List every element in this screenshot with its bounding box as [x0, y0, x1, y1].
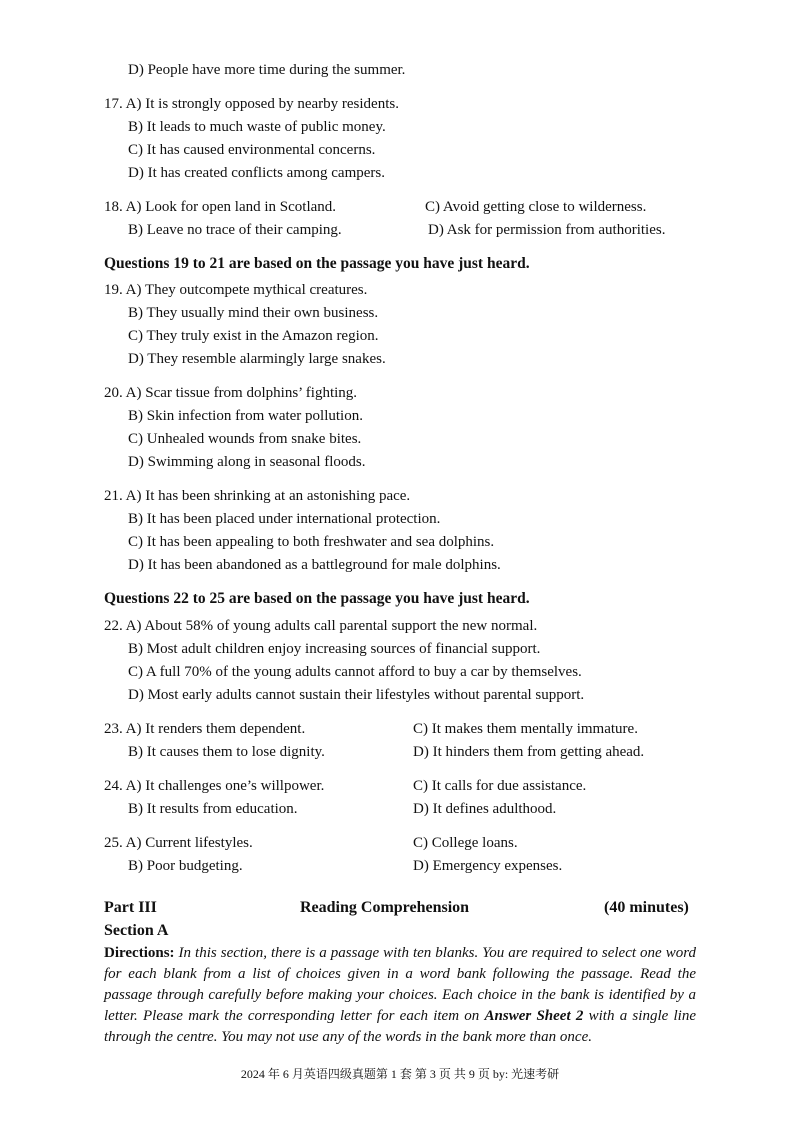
- q19-option-b: B) They usually mind their own business.: [128, 305, 379, 321]
- q18-option-b: B) Leave no trace of their camping.: [128, 222, 342, 238]
- q21-option-b: B) It has been placed under international protection.: [128, 511, 441, 527]
- q25-option-b: B) Poor budgeting.: [128, 858, 243, 874]
- q17-option-a: 17. A) It is strongly opposed by nearby residents.: [104, 96, 399, 112]
- q19-option-a: 19. A) They outcompete mythical creatures.: [104, 282, 368, 298]
- q24-option-d: D) It defines adulthood.: [413, 801, 557, 817]
- section-a-title: Section A: [104, 922, 169, 939]
- q23-option-a: 23. A) It renders them dependent.: [104, 721, 306, 737]
- q17-option-d: D) It has created conflicts among campers.: [128, 165, 385, 181]
- q17-option-c: C) It has caused environmental concerns.: [128, 142, 376, 158]
- q23-option-d: D) It hinders them from getting ahead.: [413, 744, 645, 760]
- q18-option-a: 18. A) Look for open land in Scotland.: [104, 199, 337, 215]
- part-title: Reading Comprehension: [300, 899, 470, 916]
- part-time: (40 minutes): [604, 899, 689, 916]
- part-label: Part III: [104, 899, 157, 916]
- directions-label: Directions:: [104, 945, 175, 961]
- q24-option-c: C) It calls for due assistance.: [413, 778, 587, 794]
- q18-option-c: C) Avoid getting close to wilderness.: [425, 199, 647, 215]
- q25-option-d: D) Emergency expenses.: [413, 858, 563, 874]
- q23-option-b: B) It causes them to lose dignity.: [128, 744, 325, 760]
- q22-option-b: B) Most adult children enjoy increasing sources of financial support.: [128, 641, 541, 657]
- q25-option-a: 25. A) Current lifestyles.: [104, 835, 253, 851]
- q19-option-d: D) They resemble alarmingly large snakes.: [128, 351, 386, 367]
- q22-option-c: C) A full 70% of the young adults cannot afford to buy a car by themselves.: [128, 664, 582, 680]
- q18-option-d: D) Ask for permission from authorities.: [428, 222, 666, 238]
- q24-option-b: B) It results from education.: [128, 801, 298, 817]
- q24-option-a: 24. A) It challenges one’s willpower.: [104, 778, 325, 794]
- q22-option-d: D) Most early adults cannot sustain their lifestyles without parental support.: [128, 687, 585, 703]
- q21-option-d: D) It has been abandoned as a battleground for male dolphins.: [128, 557, 501, 573]
- q20-option-a: 20. A) Scar tissue from dolphins’ fighting.: [104, 385, 358, 401]
- page-footer: 2024 年 6 月英语四级真题第 1 套 第 3 页 共 9 页 by: 光速考研: [240, 1067, 560, 1081]
- section-heading-19-21: Questions 19 to 21 are based on the passage you have just heard.: [104, 255, 530, 272]
- q20-option-b: B) Skin infection from water pollution.: [128, 408, 363, 424]
- q25-option-c: C) College loans.: [413, 835, 518, 851]
- directions-paragraph: [104, 943, 696, 1048]
- q17-option-b: B) It leads to much waste of public money.: [128, 119, 386, 135]
- q23-option-c: C) It makes them mentally immature.: [413, 721, 638, 737]
- q20-option-c: C) Unhealed wounds from snake bites.: [128, 431, 362, 447]
- answer-sheet-ref: Answer Sheet 2: [484, 1008, 584, 1024]
- q22-option-a: 22. A) About 58% of young adults call parental support the new normal.: [104, 618, 538, 634]
- directions-text-1: In this section, there is a passage with ten blanks. You are required to select one word for each blank from a list of choices given in a word bank following the passage. Read the passage through carefully before making your choices. Each choice in the bank is identified by a letter. Please mark the corresponding letter for each item on: [104, 945, 696, 1024]
- q21-option-c: C) It has been appealing to both freshwater and sea dolphins.: [128, 534, 495, 550]
- directions-text-2: with a single line through the centre. You may not use any of the words in the bank more than once.: [104, 1008, 696, 1045]
- q16-option-d: D) People have more time during the summer.: [128, 62, 406, 78]
- q20-option-d: D) Swimming along in seasonal floods.: [128, 454, 366, 470]
- section-heading-22-25: Questions 22 to 25 are based on the passage you have just heard.: [104, 590, 530, 607]
- q19-option-c: C) They truly exist in the Amazon region.: [128, 328, 379, 344]
- q21-option-a: 21. A) It has been shrinking at an astonishing pace.: [104, 488, 411, 504]
